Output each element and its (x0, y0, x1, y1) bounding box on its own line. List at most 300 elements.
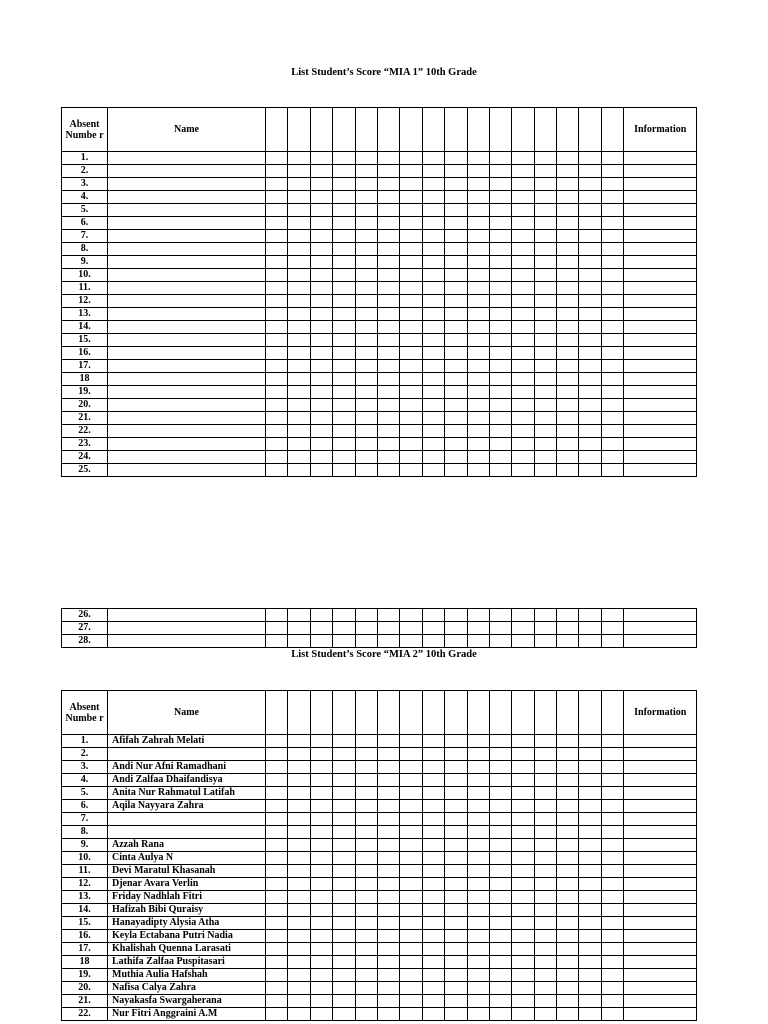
information-cell (624, 865, 697, 878)
score-cell (333, 748, 355, 761)
score-cell (266, 373, 288, 386)
score-cell (333, 891, 355, 904)
score-cell (557, 878, 579, 891)
absent-number-cell: 10. (62, 269, 108, 282)
score-cell (579, 243, 601, 256)
score-cell (534, 904, 556, 917)
score-cell (333, 787, 355, 800)
score-cell (445, 995, 467, 1008)
score-cell (467, 904, 489, 917)
score-cell (579, 787, 601, 800)
score-cell (288, 748, 310, 761)
score-cell (266, 412, 288, 425)
table-row (62, 165, 697, 178)
table-row (62, 609, 697, 622)
score-cell (377, 852, 399, 865)
score-cell (601, 995, 623, 1008)
score-cell (422, 178, 444, 191)
score-cell (579, 256, 601, 269)
absent-number-cell: 13. (62, 308, 108, 321)
information-cell (624, 256, 697, 269)
score-cell (579, 399, 601, 412)
absent-number-cell: 8. (62, 243, 108, 256)
score-cell (445, 735, 467, 748)
score-cell (489, 321, 511, 334)
score-cell (333, 774, 355, 787)
score-cell (601, 295, 623, 308)
score-cell (288, 282, 310, 295)
score-cell (467, 204, 489, 217)
header-row (62, 108, 697, 152)
score-cell (377, 917, 399, 930)
score-cell (601, 373, 623, 386)
absent-number-cell: 5. (62, 787, 108, 800)
table-row (62, 891, 697, 904)
score-cell (512, 191, 534, 204)
absent-number-cell: 28. (62, 635, 108, 648)
absent-number-cell: 25. (62, 464, 108, 477)
score-cell (534, 269, 556, 282)
score-cell (489, 191, 511, 204)
absent-number-cell: 9. (62, 256, 108, 269)
score-cell (355, 386, 377, 399)
score-cell (467, 826, 489, 839)
score-cell (377, 969, 399, 982)
score-cell (601, 969, 623, 982)
score-cell (534, 800, 556, 813)
score-cell (355, 800, 377, 813)
score-cell (400, 152, 422, 165)
score-cell (310, 982, 332, 995)
table-row (62, 178, 697, 191)
table-row (62, 878, 697, 891)
score-cell (422, 609, 444, 622)
absent-number-cell: 4. (62, 191, 108, 204)
score-cell (310, 438, 332, 451)
score-cell (355, 982, 377, 995)
student-name-cell (108, 256, 266, 269)
score-cell (512, 917, 534, 930)
information-cell (624, 178, 697, 191)
score-cell (445, 425, 467, 438)
score-cell (288, 891, 310, 904)
student-name-cell: Azzah Rana (108, 839, 266, 852)
score-cell (534, 464, 556, 477)
score-cell (579, 191, 601, 204)
score-cell (534, 230, 556, 243)
mia2-score-table (61, 690, 697, 1021)
score-cell (355, 865, 377, 878)
score-cell (288, 1008, 310, 1021)
score-cell (489, 295, 511, 308)
absent-number-cell: 27. (62, 622, 108, 635)
score-cell (333, 865, 355, 878)
score-cell (288, 930, 310, 943)
score-cell (310, 735, 332, 748)
header-score-column (534, 108, 556, 152)
score-cell (310, 930, 332, 943)
score-cell (512, 956, 534, 969)
absent-number-cell: 19. (62, 969, 108, 982)
student-name-cell (108, 295, 266, 308)
score-cell (377, 269, 399, 282)
table-row (62, 761, 697, 774)
score-cell (445, 464, 467, 477)
score-cell (489, 995, 511, 1008)
score-cell (445, 969, 467, 982)
score-cell (288, 269, 310, 282)
score-cell (579, 451, 601, 464)
score-cell (310, 969, 332, 982)
score-cell (422, 308, 444, 321)
score-cell (355, 748, 377, 761)
score-cell (355, 609, 377, 622)
score-cell (467, 438, 489, 451)
score-cell (445, 982, 467, 995)
score-cell (310, 386, 332, 399)
score-cell (355, 204, 377, 217)
score-cell (445, 609, 467, 622)
score-cell (310, 269, 332, 282)
score-cell (445, 243, 467, 256)
score-cell (400, 787, 422, 800)
student-name-cell (108, 609, 266, 622)
table-row (62, 347, 697, 360)
score-cell (377, 943, 399, 956)
score-cell (512, 386, 534, 399)
score-cell (310, 878, 332, 891)
student-name-cell: Cinta Aulya N (108, 852, 266, 865)
absent-number-cell: 8. (62, 826, 108, 839)
student-name-cell: Andi Nur Afni Ramadhani (108, 761, 266, 774)
header-absent-number: Absent Numbe r (62, 691, 108, 735)
score-cell (266, 969, 288, 982)
score-cell (557, 399, 579, 412)
score-cell (288, 152, 310, 165)
header-score-column (467, 108, 489, 152)
score-cell (512, 904, 534, 917)
score-cell (579, 334, 601, 347)
score-cell (288, 438, 310, 451)
score-cell (512, 347, 534, 360)
score-cell (445, 165, 467, 178)
score-cell (333, 735, 355, 748)
score-cell (601, 165, 623, 178)
header-score-column (355, 108, 377, 152)
score-cell (467, 787, 489, 800)
score-cell (534, 451, 556, 464)
absent-number-cell: 24. (62, 451, 108, 464)
score-cell (534, 917, 556, 930)
score-cell (467, 191, 489, 204)
score-cell (579, 878, 601, 891)
score-cell (266, 230, 288, 243)
score-cell (579, 995, 601, 1008)
information-cell (624, 622, 697, 635)
information-cell (624, 878, 697, 891)
absent-number-cell: 2. (62, 748, 108, 761)
score-cell (266, 622, 288, 635)
score-cell (601, 826, 623, 839)
student-name-cell (108, 230, 266, 243)
score-cell (333, 904, 355, 917)
score-cell (557, 334, 579, 347)
score-cell (467, 295, 489, 308)
score-cell (579, 609, 601, 622)
absent-number-cell: 6. (62, 217, 108, 230)
score-cell (266, 878, 288, 891)
score-cell (266, 243, 288, 256)
score-cell (557, 295, 579, 308)
score-cell (422, 1008, 444, 1021)
score-cell (601, 217, 623, 230)
score-cell (377, 813, 399, 826)
score-cell (489, 386, 511, 399)
score-cell (333, 878, 355, 891)
table-row (62, 386, 697, 399)
score-cell (534, 891, 556, 904)
score-cell (489, 360, 511, 373)
score-cell (422, 217, 444, 230)
score-cell (266, 295, 288, 308)
score-cell (534, 878, 556, 891)
score-cell (467, 839, 489, 852)
score-cell (512, 438, 534, 451)
score-cell (534, 943, 556, 956)
score-cell (445, 321, 467, 334)
score-cell (310, 321, 332, 334)
information-cell (624, 204, 697, 217)
score-cell (377, 178, 399, 191)
score-cell (557, 735, 579, 748)
score-cell (310, 839, 332, 852)
score-cell (400, 425, 422, 438)
score-cell (512, 839, 534, 852)
score-cell (400, 969, 422, 982)
score-cell (333, 178, 355, 191)
table-row (62, 917, 697, 930)
score-cell (557, 178, 579, 191)
score-cell (266, 438, 288, 451)
score-cell (467, 982, 489, 995)
score-cell (310, 412, 332, 425)
score-cell (512, 321, 534, 334)
score-cell (355, 969, 377, 982)
table-row (62, 1008, 697, 1021)
score-cell (310, 826, 332, 839)
score-cell (310, 1008, 332, 1021)
score-cell (489, 256, 511, 269)
score-cell (467, 865, 489, 878)
information-cell (624, 191, 697, 204)
score-cell (355, 622, 377, 635)
score-cell (310, 425, 332, 438)
score-cell (557, 839, 579, 852)
score-cell (333, 347, 355, 360)
score-cell (489, 1008, 511, 1021)
score-cell (445, 399, 467, 412)
score-cell (489, 852, 511, 865)
score-cell (445, 282, 467, 295)
student-name-cell (108, 826, 266, 839)
table-row (62, 774, 697, 787)
score-cell (355, 930, 377, 943)
score-cell (489, 204, 511, 217)
score-cell (489, 165, 511, 178)
score-cell (266, 930, 288, 943)
score-cell (489, 891, 511, 904)
score-cell (534, 347, 556, 360)
absent-number-cell: 22. (62, 1008, 108, 1021)
score-cell (422, 917, 444, 930)
score-cell (445, 191, 467, 204)
student-name-cell (108, 269, 266, 282)
score-cell (422, 852, 444, 865)
score-cell (266, 852, 288, 865)
score-cell (310, 256, 332, 269)
score-cell (512, 609, 534, 622)
score-cell (467, 256, 489, 269)
score-cell (377, 217, 399, 230)
score-cell (579, 930, 601, 943)
score-cell (467, 269, 489, 282)
table-row (62, 995, 697, 1008)
score-cell (557, 891, 579, 904)
table-row (62, 308, 697, 321)
absent-number-cell: 20. (62, 399, 108, 412)
score-cell (400, 464, 422, 477)
score-cell (422, 373, 444, 386)
score-cell (579, 761, 601, 774)
score-cell (333, 230, 355, 243)
score-cell (422, 891, 444, 904)
score-cell (400, 735, 422, 748)
student-name-cell (108, 451, 266, 464)
student-name-cell (108, 412, 266, 425)
score-cell (400, 243, 422, 256)
score-cell (512, 800, 534, 813)
score-cell (579, 360, 601, 373)
score-cell (512, 852, 534, 865)
score-cell (534, 178, 556, 191)
header-score-column (355, 691, 377, 735)
score-cell (310, 956, 332, 969)
score-cell (422, 622, 444, 635)
score-cell (445, 1008, 467, 1021)
information-cell (624, 230, 697, 243)
student-name-cell: Aqila Nayyara Zahra (108, 800, 266, 813)
score-cell (601, 152, 623, 165)
table-row (62, 622, 697, 635)
score-cell (310, 230, 332, 243)
score-cell (489, 609, 511, 622)
header-score-column (377, 108, 399, 152)
information-cell (624, 282, 697, 295)
score-cell (400, 230, 422, 243)
score-cell (355, 256, 377, 269)
score-cell (579, 982, 601, 995)
score-cell (266, 943, 288, 956)
table-row (62, 748, 697, 761)
score-cell (579, 852, 601, 865)
score-cell (288, 865, 310, 878)
score-cell (467, 1008, 489, 1021)
score-cell (512, 334, 534, 347)
score-cell (534, 191, 556, 204)
score-cell (467, 969, 489, 982)
score-cell (422, 360, 444, 373)
score-cell (333, 839, 355, 852)
absent-number-cell: 6. (62, 800, 108, 813)
absent-number-cell: 18 (62, 373, 108, 386)
score-cell (355, 165, 377, 178)
score-cell (310, 217, 332, 230)
score-cell (467, 878, 489, 891)
information-cell (624, 852, 697, 865)
score-cell (288, 347, 310, 360)
score-cell (310, 787, 332, 800)
score-cell (579, 438, 601, 451)
score-cell (377, 800, 399, 813)
score-cell (579, 813, 601, 826)
score-cell (489, 373, 511, 386)
score-cell (377, 622, 399, 635)
score-cell (355, 178, 377, 191)
score-cell (512, 635, 534, 648)
score-cell (422, 878, 444, 891)
score-cell (355, 464, 377, 477)
student-name-cell (108, 813, 266, 826)
header-score-column (310, 108, 332, 152)
absent-number-cell: 17. (62, 943, 108, 956)
score-cell (445, 748, 467, 761)
score-cell (445, 622, 467, 635)
table-row (62, 956, 697, 969)
score-cell (512, 412, 534, 425)
score-cell (489, 839, 511, 852)
score-cell (579, 774, 601, 787)
score-cell (310, 800, 332, 813)
score-cell (310, 635, 332, 648)
student-name-cell: Hanayadipty Alysia Atha (108, 917, 266, 930)
score-cell (601, 412, 623, 425)
score-cell (422, 995, 444, 1008)
score-cell (512, 230, 534, 243)
score-cell (355, 451, 377, 464)
score-cell (534, 865, 556, 878)
score-cell (601, 282, 623, 295)
score-cell (400, 852, 422, 865)
score-cell (310, 761, 332, 774)
score-cell (512, 152, 534, 165)
header-score-column (400, 691, 422, 735)
score-cell (422, 865, 444, 878)
score-cell (467, 917, 489, 930)
score-cell (579, 917, 601, 930)
absent-number-cell: 14. (62, 321, 108, 334)
score-cell (512, 451, 534, 464)
score-cell (489, 334, 511, 347)
score-cell (333, 852, 355, 865)
information-cell (624, 386, 697, 399)
score-cell (445, 826, 467, 839)
score-cell (601, 321, 623, 334)
score-cell (601, 800, 623, 813)
mia1-title: List Student’s Score “MIA 1” 10th Grade (291, 67, 477, 78)
score-cell (288, 735, 310, 748)
header-score-column (601, 691, 623, 735)
score-cell (355, 761, 377, 774)
